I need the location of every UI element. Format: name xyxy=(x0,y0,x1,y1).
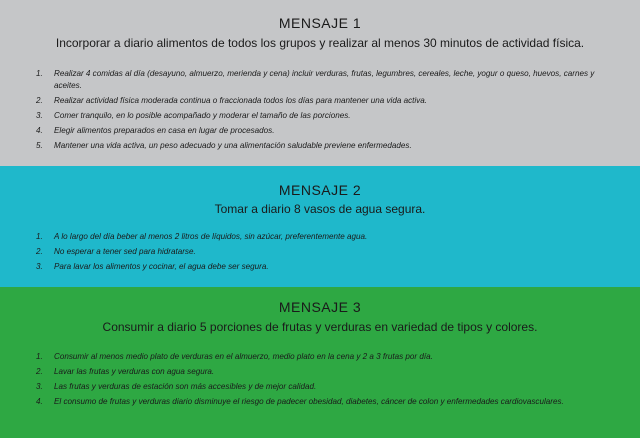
message-2-title: MENSAJE 2 xyxy=(278,182,362,198)
message-2-list xyxy=(36,231,620,276)
item-number: 3. xyxy=(36,262,43,271)
message-2-subtitle: Tomar a diario 8 vasos de agua segura. xyxy=(214,202,426,216)
list-item xyxy=(36,366,620,378)
message-1-list xyxy=(36,68,620,155)
item-number: 3. xyxy=(36,382,43,391)
item-number: 3. xyxy=(36,111,43,120)
list-item xyxy=(36,261,620,273)
item-text: Lavar las frutas y verduras con agua segura. xyxy=(54,367,215,376)
item-number: 2. xyxy=(36,367,43,376)
item-number: 1. xyxy=(36,69,43,78)
list-item xyxy=(36,351,620,363)
message-1-subtitle: Incorporar a diario alimentos de todos los grupos y realizar al menos 30 minutos de actividad física. xyxy=(55,36,585,50)
item-text: Elegir alimentos preparados en casa en lugar de procesados. xyxy=(54,126,275,135)
item-text: El consumo de frutas y verduras diario disminuye el riesgo de padecer obesidad, diabetes, cáncer de colon y enfermedades cardiovasculares. xyxy=(54,397,564,406)
item-number: 4. xyxy=(36,397,43,406)
item-text: Mantener una vida activa, un peso adecuado y una alimentación saludable previene enfermedades. xyxy=(54,141,412,150)
item-text: No esperar a tener sed para hidratarse. xyxy=(54,247,196,256)
message-3-subtitle: Consumir a diario 5 porciones de frutas y verduras en variedad de tipos y colores. xyxy=(102,320,538,334)
list-item xyxy=(36,95,620,107)
item-text: Las frutas y verduras de estación son más accesibles y de mejor calidad. xyxy=(54,382,317,391)
item-text: Realizar actividad física moderada continua o fraccionada todos los días para mantener una vida activa. xyxy=(54,96,427,105)
item-number: 2. xyxy=(36,247,43,256)
item-number: 2. xyxy=(36,96,43,105)
message-1-section xyxy=(0,0,640,166)
list-item xyxy=(36,246,620,258)
list-item xyxy=(36,231,620,243)
item-number: 4. xyxy=(36,126,43,135)
item-number: 1. xyxy=(36,232,43,241)
list-item xyxy=(36,381,620,393)
list-item xyxy=(36,68,620,92)
message-1-title: MENSAJE 1 xyxy=(278,15,362,31)
item-text: Realizar 4 comidas al día (desayuno, almuerzo, merienda y cena) incluir verduras, frutas, legumbres, cereales, leche, yogur o queso, huevos, carnes y aceites. xyxy=(54,69,595,90)
item-text: A lo largo del día beber al menos 2 litros de líquidos, sin azúcar, preferentemente agua. xyxy=(54,232,368,241)
message-2-section xyxy=(0,166,640,287)
list-item xyxy=(36,396,620,408)
item-number: 1. xyxy=(36,352,43,361)
message-3-section xyxy=(0,287,640,438)
item-text: Comer tranquilo, en lo posible acompañado y moderar el tamaño de las porciones. xyxy=(54,111,351,120)
list-item xyxy=(36,110,620,122)
list-item xyxy=(36,125,620,137)
item-text: Para lavar los alimentos y cocinar, el agua debe ser segura. xyxy=(54,262,269,271)
message-3-list xyxy=(36,351,620,411)
message-3-title: MENSAJE 3 xyxy=(278,299,362,315)
item-number: 5. xyxy=(36,141,43,150)
item-text: Consumir al menos medio plato de verduras en el almuerzo, medio plato en la cena y 2 a 3 frutas por día. xyxy=(54,352,433,361)
list-item xyxy=(36,140,620,152)
